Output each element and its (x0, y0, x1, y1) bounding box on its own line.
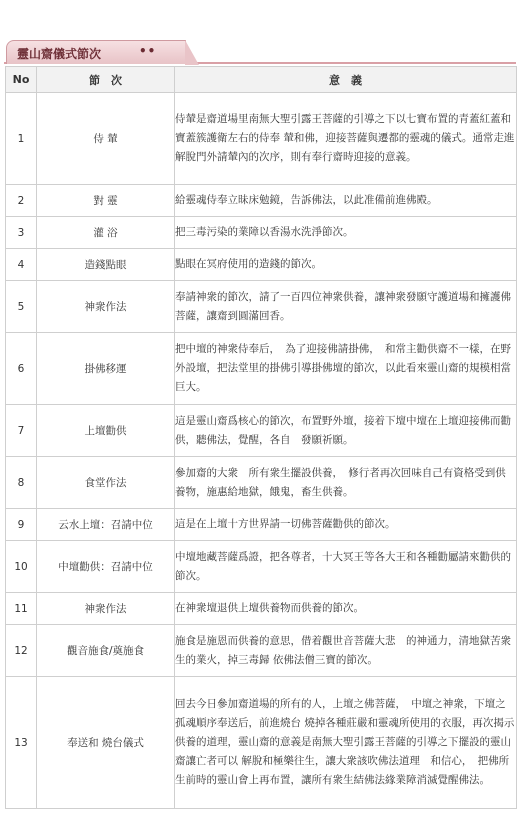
table-row (6, 185, 517, 217)
section-dots: •• (139, 44, 157, 58)
row-meaning: 這是在上壇十方世界請一切佛菩薩勸供的節次。 (175, 509, 517, 541)
row-step: 神衆作法 (37, 593, 175, 625)
row-step: 食堂作法 (37, 457, 175, 509)
table-row (6, 457, 517, 509)
row-step: 對 靈 (37, 185, 175, 217)
row-meaning: 給靈魂侍奉立昧床勉鏡，告訴佛法，以此准備前進佛殿。 (175, 185, 517, 217)
row-meaning: 施食是施恩而供養的意思，借着觀世音菩薩大悲 的神通力，清地獄苦衆生的業火，掉三毒歸 依佛法僧三寶的節次。 (175, 625, 517, 677)
header-step: 節 次 (37, 67, 175, 93)
table-row (6, 249, 517, 281)
table-row (6, 509, 517, 541)
row-number: 3 (6, 217, 37, 249)
row-step: 觀音施食/奠施食 (37, 625, 175, 677)
row-number: 13 (6, 677, 37, 809)
row-meaning: 點眼在冥府使用的造錢的節次。 (175, 249, 517, 281)
row-meaning: 這是靈山齋爲核心的節次，布置野外壇，接着下壇中壇在上壇迎接佛而勸供，聽佛法，覺醒，各自 發願祈願。 (175, 405, 517, 457)
row-step: 造錢點眼 (37, 249, 175, 281)
table-row (6, 333, 517, 405)
table-row (6, 281, 517, 333)
row-step: 上壇勸供 (37, 405, 175, 457)
row-number: 5 (6, 281, 37, 333)
section-tab (6, 40, 186, 64)
row-number: 12 (6, 625, 37, 677)
row-step: 掛佛移運 (37, 333, 175, 405)
row-step: 中壇勸供：召請中位 (37, 541, 175, 593)
table-row (6, 541, 517, 593)
row-number: 2 (6, 185, 37, 217)
row-meaning: 參加齋的大衆 所有衆生擺設供養， 修行者再次回味自己有資格受到供養物，施惠給地獄，餓鬼，畜生供養。 (175, 457, 517, 509)
row-number: 9 (6, 509, 37, 541)
table-row (6, 593, 517, 625)
row-step: 云水上壇：召請中位 (37, 509, 175, 541)
row-step: 神衆作法 (37, 281, 175, 333)
row-step: 灌 浴 (37, 217, 175, 249)
ritual-table (5, 66, 517, 809)
row-number: 7 (6, 405, 37, 457)
row-meaning: 在神衆壇退供上壇供養物而供養的節次。 (175, 593, 517, 625)
row-number: 8 (6, 457, 37, 509)
row-meaning: 把三毒污染的業障以香湯水洗淨節次。 (175, 217, 517, 249)
section-header (4, 38, 516, 64)
row-number: 10 (6, 541, 37, 593)
row-meaning: 中壇地藏菩薩爲證，把各尊者，十大冥王等各大王和各種勸屬請來勸供的節次。 (175, 541, 517, 593)
table-row (6, 217, 517, 249)
row-meaning: 回去今日參加齋道場的所有的人，上壇之佛菩薩， 中壇之神衆，下壇之孤魂順序奉送后，前進燒台 燒掉各種莊嚴和靈魂所使用的衣服，再次揭示供養的道理，靈山齋的意義是南無大聖引露王菩薩的引導之下擺設的靈山齋讓亡者可以 解脫和極樂往生，讓大衆該吹佛法道理 和信心， 把佛所生前時的靈山會上再布置，讓所有衆生結佛法緣業障消滅覺醒佛法。 (175, 677, 517, 809)
row-number: 11 (6, 593, 37, 625)
row-number: 6 (6, 333, 37, 405)
header-meaning: 意 義 (175, 67, 517, 93)
section-title: 靈山齋儀式節次 (17, 47, 102, 61)
table-row (6, 93, 517, 185)
row-number: 4 (6, 249, 37, 281)
row-meaning: 把中壇的神衆侍奉后， 為了迎接佛請掛佛， 和常主勸供齋不一樣，在野外設壇，把法堂里的掛佛引導掛佛壇的節次，以此看來靈山齋的規模相當巨大。 (175, 333, 517, 405)
table-row (6, 405, 517, 457)
table-row (6, 625, 517, 677)
row-number: 1 (6, 93, 37, 185)
header-no: No (6, 67, 37, 93)
table-header-row (6, 67, 517, 93)
row-meaning: 侍輦是齋道場里南無大聖引露王菩薩的引導之下以七寶布置的青蓋紅蓋和寶蓋簇護衛左右的侍奉 輦和佛，迎接菩薩與遷都的靈魂的儀式。通常走進解脫門外請輦內的次序，則有奉行齋時迎接的意義。 (175, 93, 517, 185)
row-step: 奉送和 燒台儀式 (37, 677, 175, 809)
table-row (6, 677, 517, 809)
row-step: 侍 輦 (37, 93, 175, 185)
row-meaning: 奉請神衆的節次，請了一百四位神衆供養，讓神衆發願守護道場和擁護佛菩薩，讓齋到圓滿回香。 (175, 281, 517, 333)
